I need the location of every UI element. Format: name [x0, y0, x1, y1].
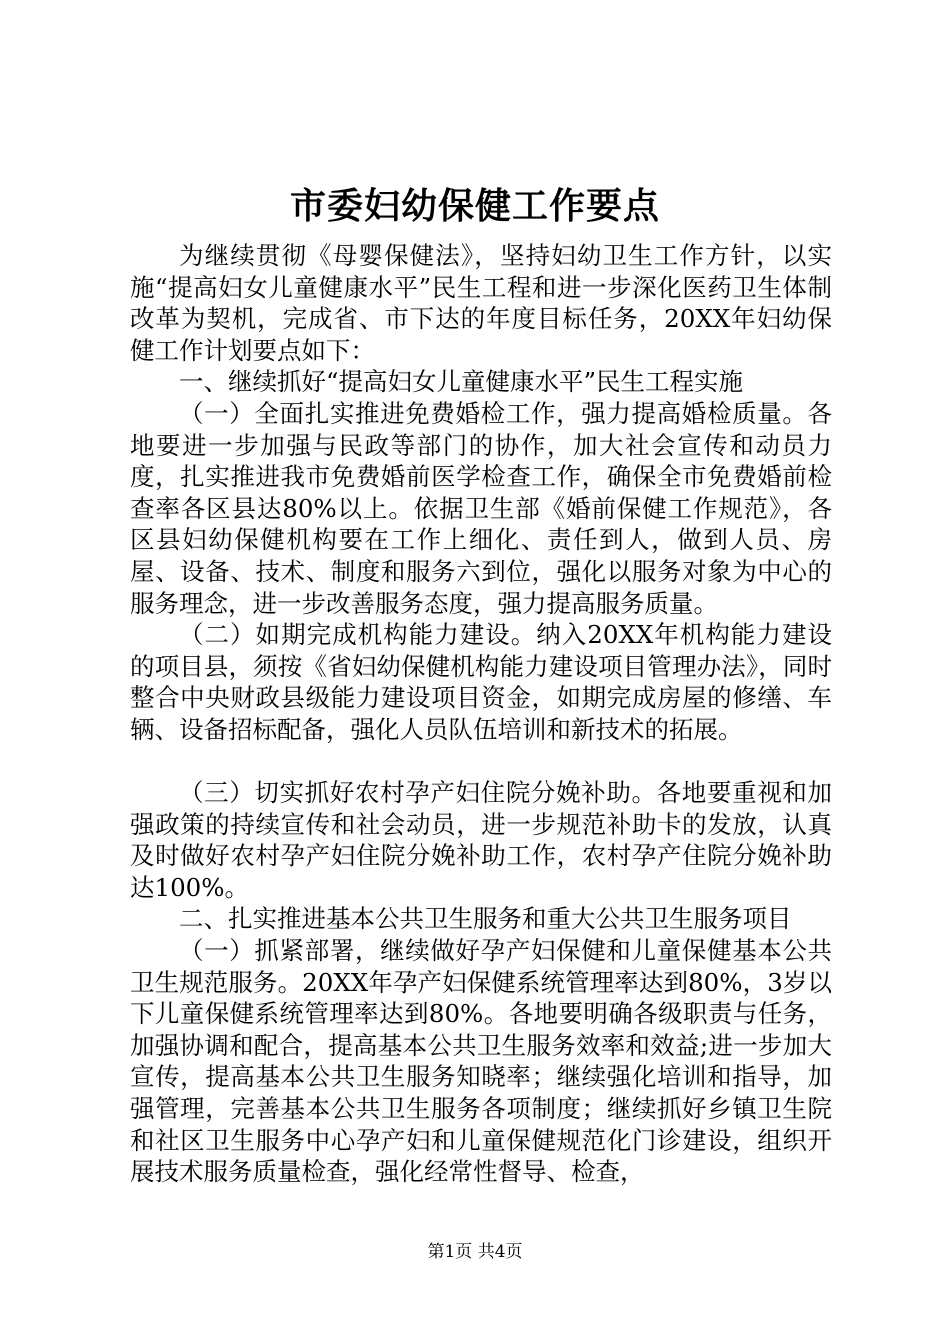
- paragraph-1-1: （一）全面扎实推进免费婚检工作，强力提高婚检质量。各地要进一步加强与民政等部门的协作，加大社会宣传和动员力度，扎实推进我市免费婚前医学检查工作，确保全市免费婚前检查率各区县达80%以上。依据卫生部《婚前保健工作规范》，各区县妇幼保健机构要在工作上细化、责任到人，做到人员、房屋、设备、技术、制度和服务六到位，强化以服务对象为中心的服务理念，进一步改善服务态度，强力提高服务质量。: [130, 398, 832, 618]
- section-heading-2: 二、扎实推进基本公共卫生服务和重大公共卫生服务项目: [179, 904, 792, 934]
- section-heading-1: 一、继续抓好“提高妇女儿童健康水平”民生工程实施: [179, 367, 744, 397]
- paragraph-spacer: [130, 746, 832, 778]
- document-body: [130, 240, 832, 1188]
- page-footer: 第1页 共4页: [427, 1242, 523, 1262]
- paragraph-1-2: （二）如期完成机构能力建设。纳入20XX年机构能力建设的项目县，须按《省妇幼保健机构能力建设项目管理办法》，同时整合中央财政县级能力建设项目资金，如期完成房屋的修缮、车辆、设备招标配备，强化人员队伍培训和新技术的拓展。: [130, 620, 832, 744]
- paragraph-2-1: （一）抓紧部署，继续做好孕产妇保健和儿童保健基本公共卫生规范服务。20XX年孕产妇保健系统管理率达到80%，3岁以下儿童保健系统管理率达到80%。各地要明确各级职责与任务，加强协调和配合，提高基本公共卫生服务效率和效益;进一步加大宣传，提高基本公共卫生服务知晓率；继续强化培训和指导，加强管理，完善基本公共卫生服务各项制度；继续抓好乡镇卫生院和社区卫生服务中心孕产妇和儿童保健规范化门诊建设，组织开展技术服务质量检查，强化经常性督导、检查，: [130, 936, 832, 1187]
- paragraph-1-3: （三）切实抓好农村孕产妇住院分娩补助。各地要重视和加强政策的持续宣传和社会动员，进一步规范补助卡的发放，认真及时做好农村孕产妇住院分娩补助工作，农村孕产住院分娩补助达100%。: [130, 778, 832, 902]
- document-title: 市委妇幼保健工作要点: [289, 185, 660, 227]
- intro-paragraph: 为继续贯彻《母婴保健法》，坚持妇幼卫生工作方针，以实施“提高妇女儿童健康水平”民生工程和进一步深化医药卫生体制改革为契机，完成省、市下达的年度目标任务，20XX年妇幼保健工作计划要点如下：: [130, 241, 832, 365]
